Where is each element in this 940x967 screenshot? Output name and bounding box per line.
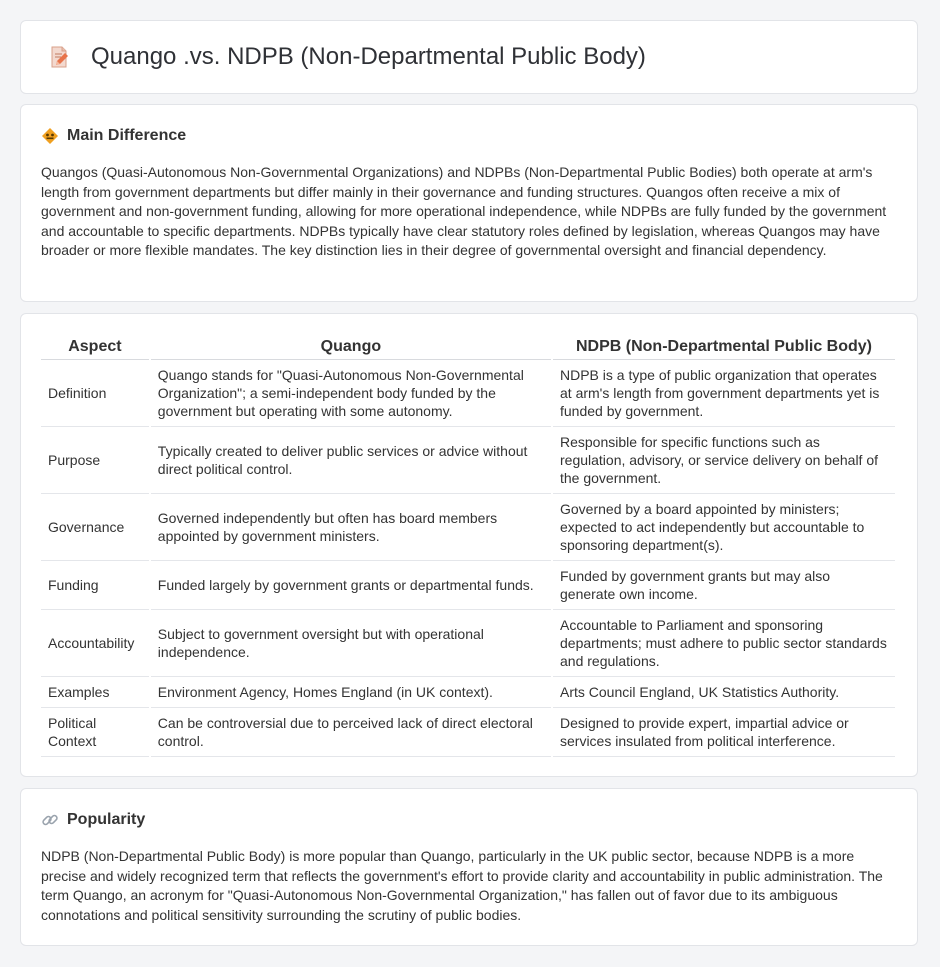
- main-difference-text: Quangos (Quasi-Autonomous Non-Governmental Organizations) and NDPBs (Non-Departmental Public Bodies) both operate at arm's length from government departments but differ mainly in their governance and funding structures. Quangos often receive a mix of government and non-government funding, allowing for more operational independence, while NDPBs are fully funded by the government and accountable to specific departments. NDPBs typically have clear statutory roles defined by legislation, whereas Quangos may have broader or more flexible mandates. The key distinction lies in their degree of governmental oversight and financial dependency.: [41, 164, 887, 258]
- comparison-table: [39, 334, 897, 757]
- link-icon: [41, 811, 59, 829]
- quango-cell: Typically created to deliver public services or advice without direct political control.: [151, 427, 551, 494]
- quango-cell: Quango stands for "Quasi-Autonomous Non-Governmental Organization"; a semi-independent body funded by the government but operating with some autonomy.: [151, 360, 551, 427]
- aspect-cell: Purpose: [41, 427, 149, 494]
- table-row: [41, 677, 895, 708]
- ndpb-cell: Accountable to Parliament and sponsoring departments; must adhere to public sector standards and regulations.: [553, 610, 895, 677]
- aspect-cell: Definition: [41, 360, 149, 427]
- table-row: [41, 494, 895, 561]
- diamond-icon: [41, 127, 59, 145]
- aspect-cell: Accountability: [41, 610, 149, 677]
- main-difference-title: Main Difference: [67, 127, 187, 144]
- table-row: [41, 708, 895, 757]
- column-header-ndpb: NDPB (Non-Departmental Public Body): [553, 334, 895, 360]
- aspect-cell: Political Context: [41, 708, 149, 757]
- ndpb-cell: Funded by government grants but may also generate own income.: [553, 561, 895, 610]
- table-header-row: [41, 334, 895, 360]
- column-header-aspect: Aspect: [41, 334, 149, 360]
- quango-cell: Subject to government oversight but with operational independence.: [151, 610, 551, 677]
- table-row: [41, 360, 895, 427]
- quango-cell: Governed independently but often has board members appointed by government ministers.: [151, 494, 551, 561]
- table-row: [41, 561, 895, 610]
- table-row: [41, 427, 895, 494]
- quango-cell: Funded largely by government grants or departmental funds.: [151, 561, 551, 610]
- ndpb-cell: Governed by a board appointed by ministers; expected to act independently but accountable to sponsoring department(s).: [553, 494, 895, 561]
- aspect-cell: Examples: [41, 677, 149, 708]
- table-row: [41, 610, 895, 677]
- ndpb-cell: Responsible for specific functions such as regulation, advisory, or service delivery on behalf of the government.: [553, 427, 895, 494]
- ndpb-cell: Arts Council England, UK Statistics Authority.: [553, 677, 895, 708]
- popularity-text: NDPB (Non-Departmental Public Body) is more popular than Quango, particularly in the UK public sector, because NDPB is a more precise and widely recognized term that reflects the government's effort to provide clarity and accountability in public administration. The term Quango, an acronym for "Quasi-Autonomous Non-Governmental Organization," has fallen out of favor due to its ambiguous connotations and political sensitivity surrounding the scrutiny of public bodies.: [41, 848, 883, 923]
- aspect-cell: Funding: [41, 561, 149, 610]
- ndpb-cell: Designed to provide expert, impartial advice or services insulated from political interference.: [553, 708, 895, 757]
- popularity-title: Popularity: [67, 811, 146, 828]
- aspect-cell: Governance: [41, 494, 149, 561]
- comparison-table-section: [20, 313, 918, 777]
- column-header-quango: Quango: [151, 334, 551, 360]
- ndpb-cell: NDPB is a type of public organization that operates at arm's length from government departments yet is funded by government.: [553, 360, 895, 427]
- quango-cell: Can be controversial due to perceived lack of direct electoral control.: [151, 708, 551, 757]
- document-edit-icon: [47, 45, 71, 69]
- popularity-section: [20, 788, 918, 946]
- header-card: [20, 20, 918, 94]
- quango-cell: Environment Agency, Homes England (in UK context).: [151, 677, 551, 708]
- page-title: Quango .vs. NDPB (Non-Departmental Public Body): [91, 43, 646, 70]
- main-difference-section: [20, 104, 918, 302]
